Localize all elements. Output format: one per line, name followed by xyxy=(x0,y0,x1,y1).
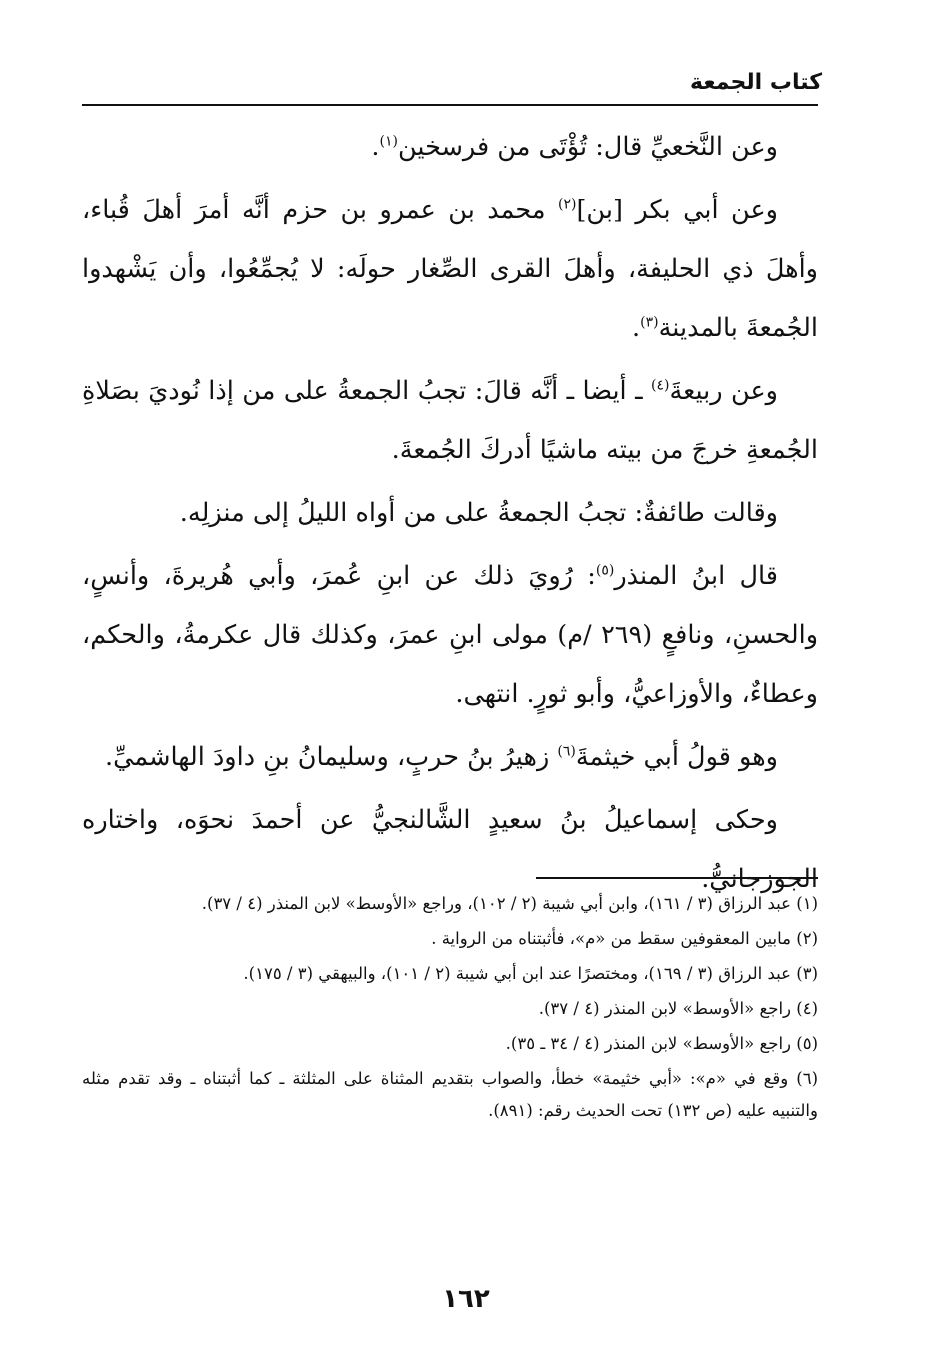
header-divider xyxy=(82,104,818,106)
footnote-ref-2: (٢) xyxy=(558,196,577,213)
main-text xyxy=(82,118,818,909)
footnote-4: (٤) راجع «الأوسط» لابن المنذر (٤ / ٣٧). xyxy=(538,999,818,1018)
footnote-5: (٥) راجع «الأوسط» لابن المنذر (٤ / ٣٤ ـ ٣٥). xyxy=(505,1034,818,1053)
paragraph-text: قال ابنُ المنذر xyxy=(614,561,778,591)
page-number: ١٦٢ xyxy=(442,1284,490,1314)
paragraph-text: وعن ربيعةَ xyxy=(669,376,778,406)
footnote-ref-3: (٣) xyxy=(640,314,659,331)
paragraph-5: قال ابنُ المنذر$^{(٥)}$: رُويَ ذلك عن ابنِ عُمرَ، وأبي هُريرةَ، وأنسٍ، والحسنِ، ونافعٍ (٢٦٩ /م) مولى ابنِ عمرَ، وكذلك قال عكرمةُ، والحكم، وعطاءٌ، والأوزاعيُّ، وأبو ثورٍ. انتهى. xyxy=(82,561,819,709)
running-header: كتاب الجمعة xyxy=(690,70,822,95)
footnote-ref-1: (١) xyxy=(379,133,398,150)
paragraph-text: وهو قولُ أبي خيثمةَ xyxy=(575,742,778,772)
paragraph-7: وحكى إسماعيلُ بنُ سعيدٍ الشَّالنجيُّ عن أحمدَ نحوَه، واختاره الجوزجانيُّ. xyxy=(82,805,818,894)
footnote-6: (٦) وقع في «م»: «أبي خثيمة» خطأ، والصواب بتقديم المثناة على المثلثة ـ كما أثبتناه ـ وقد تقدم مثله والتنبيه عليه (ص ١٣٢) تحت الحديث رقم: (٨٩١). xyxy=(82,1069,818,1120)
paragraph-text: وعن أبي بكر [بن] xyxy=(576,195,778,225)
paragraph-1: وعن النَّخعيِّ قال: تُؤْتَى من فرسخين$^{(١)}$. xyxy=(371,132,778,162)
paragraph-6: وهو قولُ أبي خيثمةَ$^{(٦)}$ زهيرُ بنُ حربٍ، وسليمانُ بنِ داودَ الهاشميِّ. xyxy=(105,742,778,772)
footnote-divider xyxy=(536,877,818,879)
paragraph-2: وعن أبي بكر [بن]$^{(٢)}$ محمد بن عمرو بن حزم أنَّه أمرَ أهلَ قُباء، وأهلَ ذي الحليفة، وأهلَ القرى الصِّغار حولَه: لا يُجمِّعُوا، وأن يَشْهدوا الجُمعةَ بالمدينة$^{(٣)}$. xyxy=(82,195,818,343)
footnote-ref-4: (٤) xyxy=(651,377,670,394)
paragraph-3: وعن ربيعةَ$^{(٤)}$ ـ أيضا ـ أنَّه قالَ: تجبُ الجمعةُ على من إذا نُوديَ بصَلاةِ الجُمعةِ خرجَ من بيته ماشيًا أدركَ الجُمعةَ. xyxy=(82,376,818,465)
footnote-3: (٣) عبد الرزاق (٣ / ١٦٩)، ومختصرًا عند ابن أبي شيبة (٢ / ١٠١)، والبيهقي (٣ / ١٧٥). xyxy=(243,964,818,983)
footnote-2: (٢) مابين المعقوفين سقط من «م»، فأثبتناه من الرواية . xyxy=(431,929,818,948)
paragraph-4: وقالت طائفةٌ: تجبُ الجمعةُ على من أواه الليلُ إلى منزلِه. xyxy=(179,498,778,528)
footnotes xyxy=(82,888,818,1130)
footnote-ref-5: (٥) xyxy=(595,562,615,579)
footnote-1: (١) عبد الرزاق (٣ / ١٦١)، وابن أبي شيبة (٢ / ١٠٢)، وراجع «الأوسط» لابن المنذر (٤ / ٣٧). xyxy=(201,894,818,913)
paragraph-text: وعن النَّخعيِّ قال: تُؤْتَى من فرسخين xyxy=(398,132,778,162)
footnote-ref-6: (٦) xyxy=(557,743,576,760)
